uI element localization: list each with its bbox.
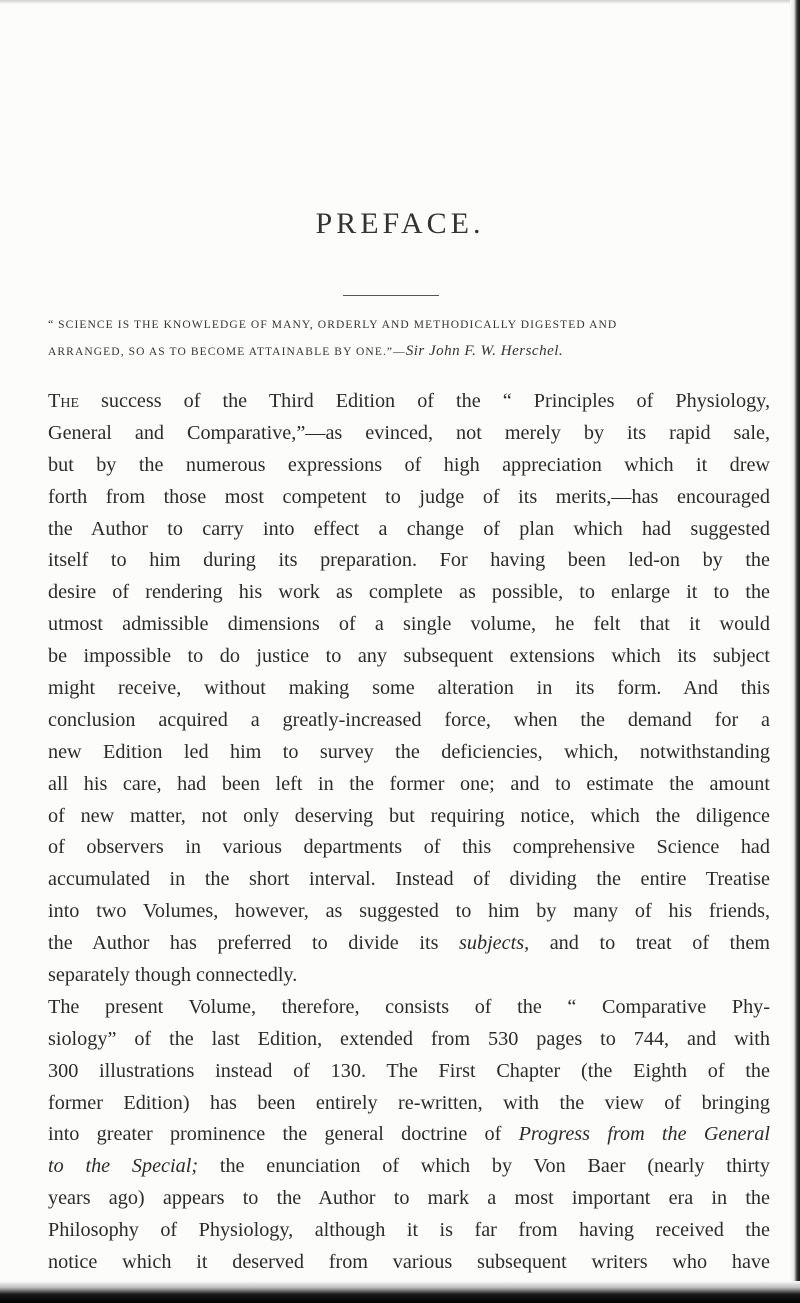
body-line: but by the numerous expressions of high appreciation which it drew xyxy=(48,453,770,476)
body-text: the Author has preferred to divide its xyxy=(48,932,460,955)
body-text: and to treat of them xyxy=(529,932,770,955)
body-line: siology” of the last Edition, extended from 530 pages to 744, and with xyxy=(48,1027,770,1050)
page-title: PREFACE. xyxy=(315,207,485,240)
body-line: of observers in various departments of this comprehensive Science had xyxy=(48,836,770,859)
body-italic: to the Special; xyxy=(48,1155,199,1178)
body-text: the enunciation of which by Von Baer (nearly thirty xyxy=(198,1155,770,1178)
body-line: of new matter, not only deserving but requiring notice, which the diligence xyxy=(48,804,770,827)
epigraph-line-2-text: ARRANGED, SO AS TO BECOME ATTAINABLE BY ONE.”— xyxy=(48,346,406,358)
body-line: 300 illustrations instead of 130. The First Chapter (the Eighth of the xyxy=(48,1059,770,1082)
body-line: the Author to carry into effect a change of plan which had suggested xyxy=(48,517,770,540)
body-text: into greater prominence the general doctrine of xyxy=(48,1123,519,1146)
body-line: notice which it deserved from various subsequent writers who have xyxy=(48,1251,770,1274)
epigraph-line-1: “ SCIENCE IS THE KNOWLEDGE OF MANY, ORDERLY AND METHODICALLY DIGESTED AND xyxy=(48,319,618,331)
body-line: utmost admissible dimensions of a single volume, he felt that it would xyxy=(48,613,770,636)
body-line: into two Volumes, however, as suggested to him by many of his friends, xyxy=(48,900,770,923)
body-italic: Progress from the General xyxy=(518,1123,770,1146)
body-line xyxy=(48,1119,770,1151)
body-line: itself to him during its preparation. For having been led-on by the xyxy=(48,549,770,572)
body-line xyxy=(48,1151,770,1183)
body-line: all his care, had been left in the former one; and to estimate the amount xyxy=(48,772,770,795)
page-right-edge xyxy=(790,0,800,1303)
body-line: conclusion acquired a greatly-increased force, when the demand for a xyxy=(48,708,770,731)
first-word: The xyxy=(48,390,79,412)
body-line: General and Comparative,”—as evinced, not merely by its rapid sale, xyxy=(48,421,770,444)
body-line: forth from those most competent to judge of its merits,—has encouraged xyxy=(48,485,770,508)
epigraph-attribution: Sir John F. W. Herschel. xyxy=(405,343,564,359)
body-line: Philosophy of Physiology, although it is far from having received the xyxy=(48,1219,770,1242)
body-line: new Edition led him to survey the deficiencies, which, notwithstanding xyxy=(48,740,770,763)
page-top-edge xyxy=(0,0,800,4)
body-line xyxy=(48,386,770,418)
body-line: desire of rendering his work as complete as possible, to enlarge it to the xyxy=(48,581,770,604)
body-italic: subjects, xyxy=(459,932,530,955)
body-line: The present Volume, therefore, consists of the “ Comparative Phy- xyxy=(48,995,770,1018)
body-line: be impossible to do justice to any subsequent extensions which its subject xyxy=(48,645,770,668)
body-line: former Edition) has been entirely re-written, with the view of bringing xyxy=(48,1091,770,1114)
preface-body xyxy=(48,386,770,1279)
title-rule xyxy=(343,295,439,296)
body-text: success of the Third Edition of the “ Principles of Physiology, xyxy=(79,390,770,412)
epigraph-line-2 xyxy=(48,338,770,365)
epigraph xyxy=(48,312,770,365)
body-line: years ago) appears to the Author to mark a most important era in the xyxy=(48,1187,770,1210)
page-bottom-edge xyxy=(0,1281,800,1303)
body-line: accumulated in the short interval. Instead of dividing the entire Treatise xyxy=(48,868,770,891)
body-line xyxy=(48,928,770,960)
body-line: separately though connectedly. xyxy=(48,964,298,987)
body-line: might receive, without making some alteration in its form. And this xyxy=(48,677,770,700)
